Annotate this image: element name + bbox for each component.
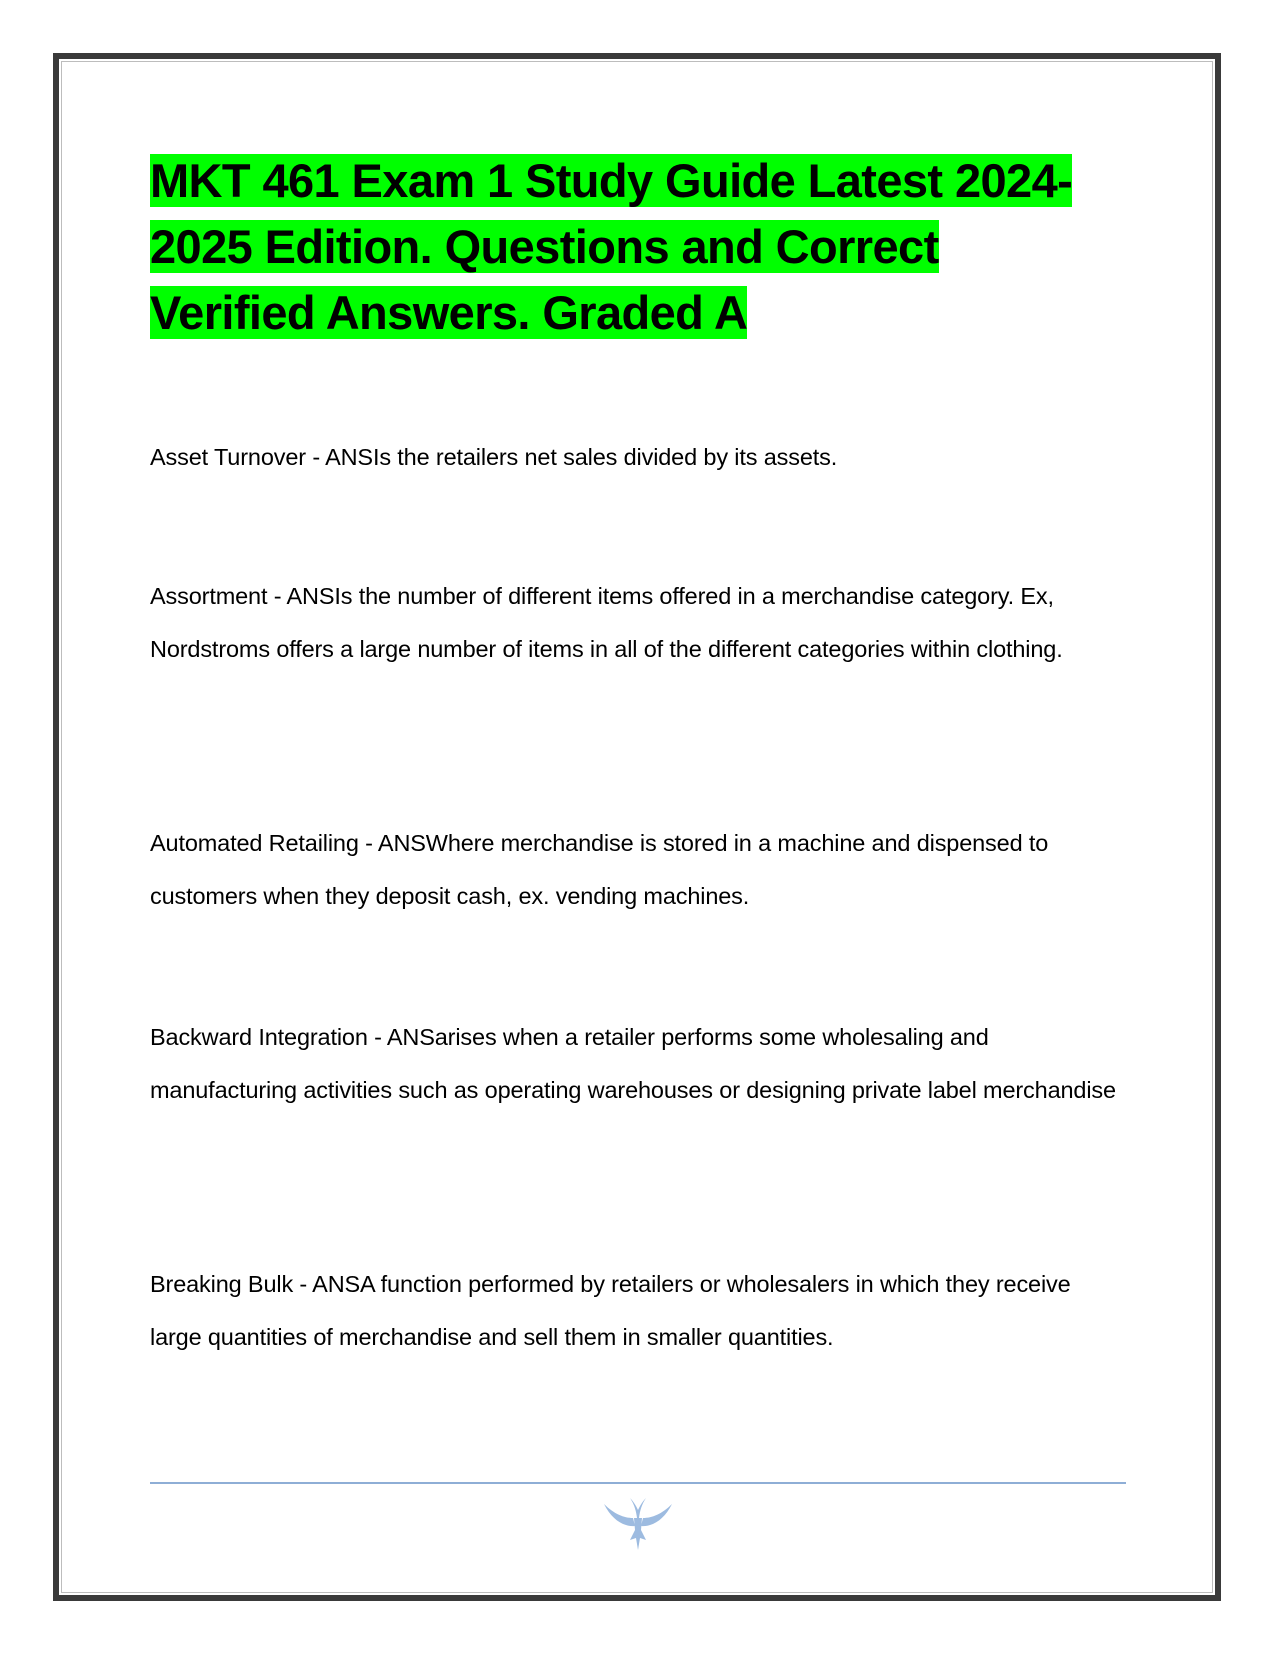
document-title bbox=[150, 148, 1110, 346]
entry-backward-integration: Backward Integration - ANSarises when a retailer performs some wholesaling and manufacturing activities such as operating warehouses or designing private label merchandise bbox=[150, 1024, 1116, 1103]
bird-logo-icon bbox=[600, 1496, 676, 1552]
entry-assortment: Assortment - ANSIs the number of different items offered in a merchandise category. Ex, Nordstroms offers a large number of items in all of the different categories within clothing. bbox=[150, 583, 1063, 662]
footer-rule bbox=[150, 1482, 1126, 1484]
title-highlight: MKT 461 Exam 1 Study Guide Latest 2024-2025 Edition. Questions and Correct Verified Answers. Graded A bbox=[150, 154, 1073, 339]
entry-asset-turnover: Asset Turnover - ANSIs the retailers net sales divided by its assets. bbox=[150, 444, 838, 470]
entry-breaking-bulk: Breaking Bulk - ANSA function performed by retailers or wholesalers in which they receive large quantities of merchandise and sell them in smaller quantities. bbox=[150, 1271, 1071, 1350]
entry-automated-retailing: Automated Retailing - ANSWhere merchandise is stored in a machine and dispensed to customers when they deposit cash, ex. vending machines. bbox=[150, 830, 1049, 909]
